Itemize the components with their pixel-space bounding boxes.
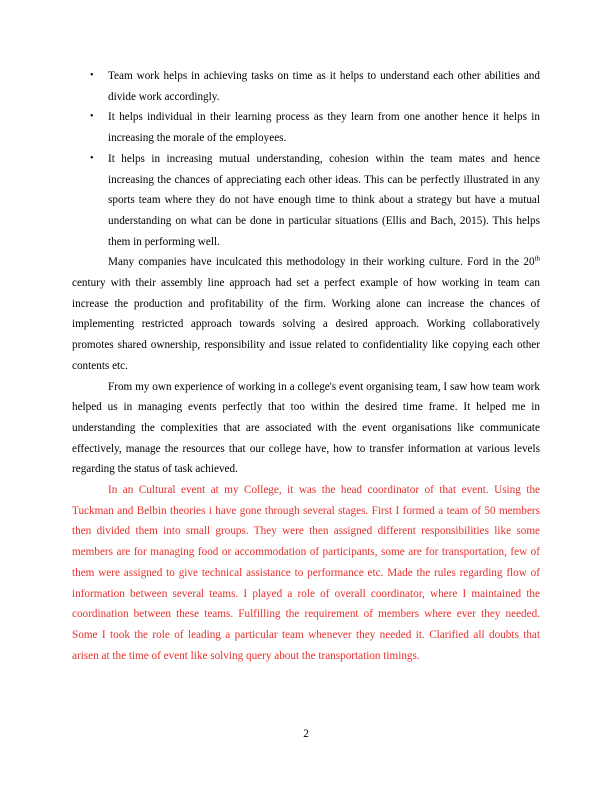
paragraph-cultural-event: In an Cultural event at my College, it was the head coordinator of that event. Using the Tuckman and Belbin theories i have gone through several stages. First I formed a team of 50 members then divided them into small groups. They were then assigned different responsibilities like some members are for managing food or accommodation of participants, some are for transportation, few of them were assigned to give technical assistance to performance etc. Made the rules regarding flow of information between several teams. I played a role of overall coordinator, where I maintained the coordination between these teams. Fulfilling the requirement of members where ever they needed. Some I took the role of leading a particular team whenever they needed it. Clarified all doubts that arisen at the time of event like solving query about the transportation timings. (72, 484, 540, 662)
bullet-text: It helps individual in their learning process as they learn from one another hence it helps in increasing the morale of the employees. (108, 111, 540, 145)
page-content (72, 66, 540, 666)
bullet-icon: • (90, 152, 94, 164)
bullet-item (72, 66, 540, 107)
bullet-text: Team work helps in achieving tasks on time as it helps to understand each other abilities and divide work accordingly. (108, 70, 540, 103)
paragraph-experience: From my own experience of working in a college's event organising team, I saw how team work helped us in managing events perfectly that too within the desired time frame. It helped me in understanding the complexities that are associated with the event organisations like communicate effectively, manage the resources that our college have, how to transfer information at various levels regarding the status of task achieved. (72, 380, 540, 476)
ordinal-suffix: th (534, 254, 540, 263)
bullet-icon: • (90, 111, 94, 123)
paragraph-ford (72, 252, 540, 376)
bullet-item (72, 107, 540, 148)
bullet-list (72, 66, 540, 252)
page-number: 2 (303, 728, 309, 740)
paragraph-ford-rest: century with their assembly line approach had set a perfect example of how working in team can increase the production and profitability of the firm. Working alone can increase the chances of implementing restricted approach towards solving a desired approach. Working collaboratively promotes shared ownership, responsibility and issue related to confidentiality like copying each other contents etc. (72, 277, 540, 372)
bullet-item (72, 149, 540, 253)
bullet-icon: • (90, 70, 94, 81)
paragraph-ford-lead: Many companies have inculcated this methodology in their working culture. Ford in the 20 (108, 256, 535, 269)
bullet-text: It helps in increasing mutual understanding, cohesion within the team mates and hence increasing the chances of appreciating each other ideas. This can be perfectly illustrated in any sports team where they do not have enough time to think about a strategy but have a mutual understanding on what can be done in particular situations (Ellis and Bach, 2015). This helps them in performing well. (108, 152, 540, 248)
